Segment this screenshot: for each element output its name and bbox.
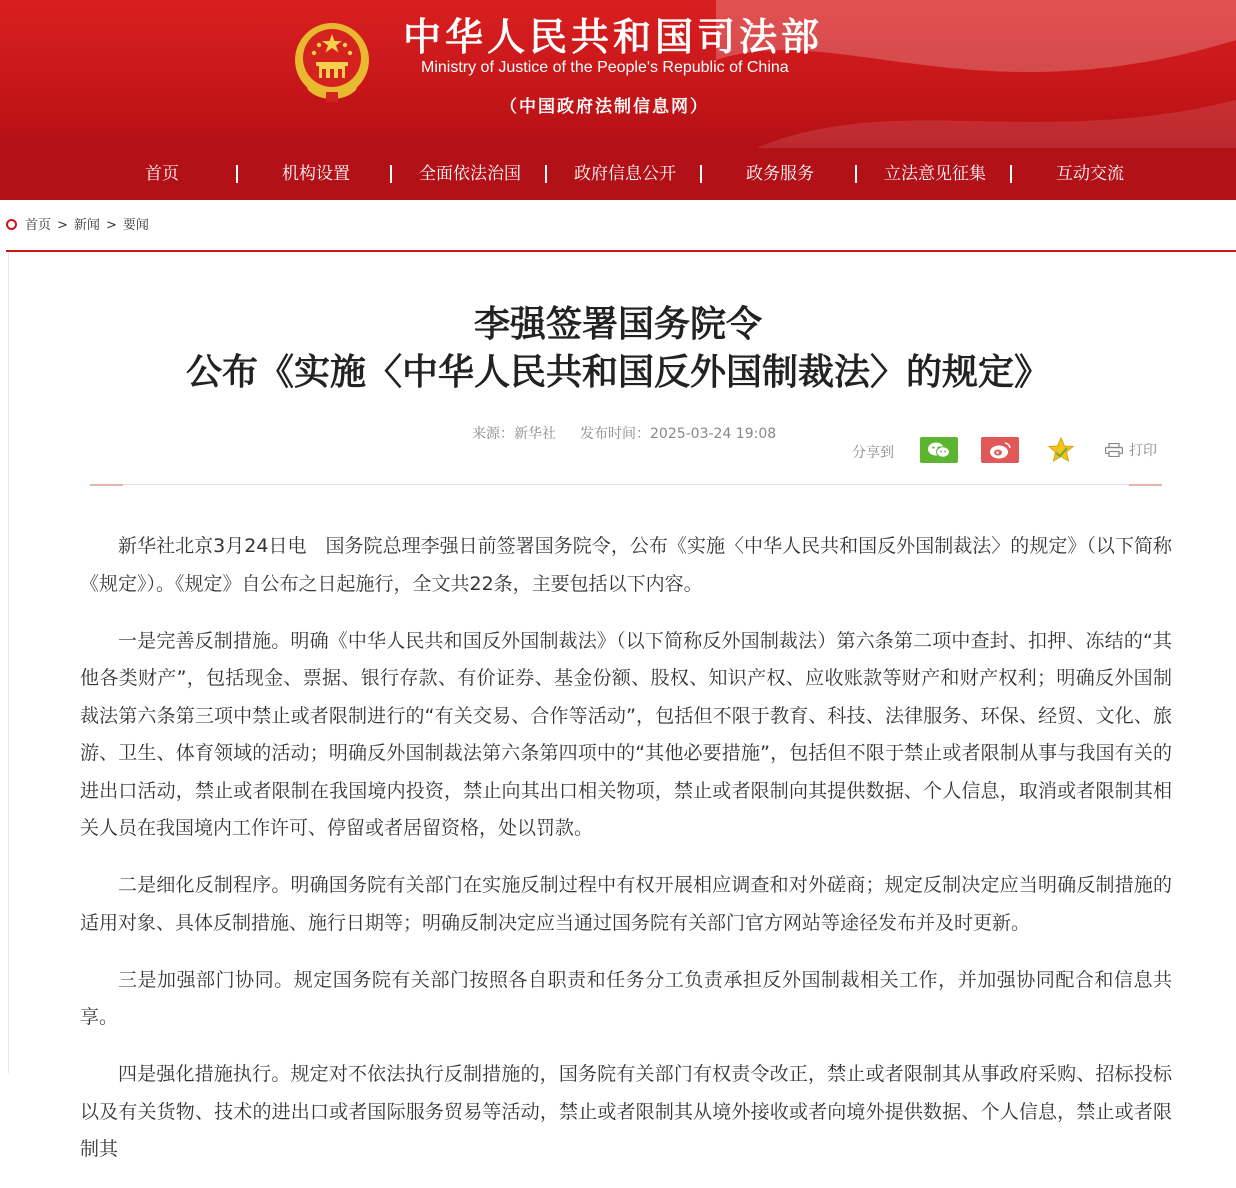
- main-nav: [0, 148, 1236, 200]
- nav-separator: [236, 165, 238, 183]
- article-paragraph: 三是加强部门协同。规定国务院有关部门按照各自职责和任务分工负责承担反外国制裁相关工作，并加强协同配合和信息共享。: [80, 968, 1172, 1028]
- print-label: 打印: [1129, 443, 1157, 459]
- nav-item-interaction[interactable]: 互动交流: [1056, 164, 1124, 184]
- article-paragraph: 新华社北京3月24日电 国务院总理李强日前签署国务院令，公布《实施〈中华人民共和国反外国制裁法〉的规定》（以下简称《规定》）。《规定》自公布之日起施行，全文共22条，主要包括以下内容。: [80, 535, 1172, 595]
- nav-item-organization[interactable]: 机构设置: [282, 164, 350, 184]
- article-head-divider: [90, 484, 1162, 485]
- nav-item-legislation-comments[interactable]: 立法意见征集: [884, 164, 986, 184]
- breadcrumb: [6, 214, 149, 233]
- breadcrumb-separator: >: [105, 218, 117, 233]
- nav-item-services[interactable]: 政务服务: [746, 164, 814, 184]
- nav-separator: [545, 165, 547, 183]
- nav-item-rule-of-law[interactable]: 全面依法治国: [419, 164, 521, 184]
- favorite-star-icon[interactable]: [1047, 436, 1075, 464]
- nav-item-government-info[interactable]: 政府信息公开: [574, 164, 676, 184]
- divider-accent-right: [1129, 484, 1162, 486]
- article-title-line2: 公布《实施〈中华人民共和国反外国制裁法〉的规定》: [185, 352, 1050, 393]
- site-subtitle-chinese: （中国政府法制信息网）: [500, 97, 709, 117]
- article-paragraph: 四是强化措施执行。规定对不依法执行反制措施的，国务院有关部门有权责令改正，禁止或者限制其从事政府采购、招标投标以及有关货物、技术的进出口或者国际服务贸易等活动，禁止或者限制其从境外接收或者向境外提供数据、个人信息，禁止或者限制其: [80, 1063, 1172, 1160]
- nav-separator: [700, 165, 702, 183]
- nav-separator: [1010, 165, 1012, 183]
- weibo-icon[interactable]: [981, 437, 1019, 463]
- breadcrumb-news[interactable]: 新闻: [73, 218, 100, 233]
- location-icon: [6, 219, 17, 230]
- breadcrumb-headlines[interactable]: 要闻: [122, 218, 149, 233]
- article-published-time: 发布时间：2025-03-24 19:08: [580, 426, 777, 442]
- breadcrumb-home[interactable]: 首页: [25, 218, 52, 233]
- article-source: 来源：新华社: [472, 426, 556, 442]
- print-button[interactable]: [1105, 440, 1157, 460]
- article-meta: [472, 423, 776, 443]
- article-body: [80, 528, 1172, 1188]
- share-label: 分享到: [852, 445, 894, 461]
- article-paragraph: 二是细化反制程序。明确国务院有关部门在实施反制过程中有权开展相应调查和对外磋商；规定反制决定应当明确反制措施的适用对象、具体反制措施、施行日期等；明确反制决定应当通过国务院有关部门官方网站等途径发布并及时更新。: [80, 874, 1172, 934]
- nav-separator: [855, 165, 857, 183]
- national-emblem-icon: [292, 20, 372, 104]
- breadcrumb-separator: >: [57, 218, 68, 233]
- wechat-icon[interactable]: [920, 437, 958, 463]
- nav-separator: [390, 165, 392, 183]
- printer-icon: [1105, 443, 1123, 457]
- site-header: [0, 0, 1236, 148]
- divider-accent-left: [90, 484, 123, 486]
- site-subtitle-english: Ministry of Justice of the People's Republic of China: [421, 59, 789, 76]
- nav-item-home[interactable]: 首页: [145, 164, 179, 184]
- site-title: 中华人民共和国司法部: [403, 14, 824, 59]
- article-paragraph: 一是完善反制措施。明确《中华人民共和国反外国制裁法》（以下简称反外国制裁法）第六条第二项中查封、扣押、冻结的“其他各类财产”，包括现金、票据、银行存款、有价证券、基金份额、股权、知识产权、应收账款等财产和财产权利；明确反外国制裁法第六条第三项中禁止或者限制进行的“有关交易、合作等活动”，包括但不限于教育、科技、法律服务、环保、经贸、文化、旅游、卫生、体育领域的活动；明确反外国制裁法第六条第四项中的“其他必要措施”，包括但不限于禁止或者限制从事与我国有关的进出口活动，禁止或者限制在我国境内投资，禁止向其出口相关物项，禁止或者限制向其提供数据、个人信息，取消或者限制其相关人员在我国境内工作许可、停留或者居留资格，处以罚款。: [80, 629, 1172, 839]
- article-title-line1: 李强签署国务院令: [473, 304, 762, 345]
